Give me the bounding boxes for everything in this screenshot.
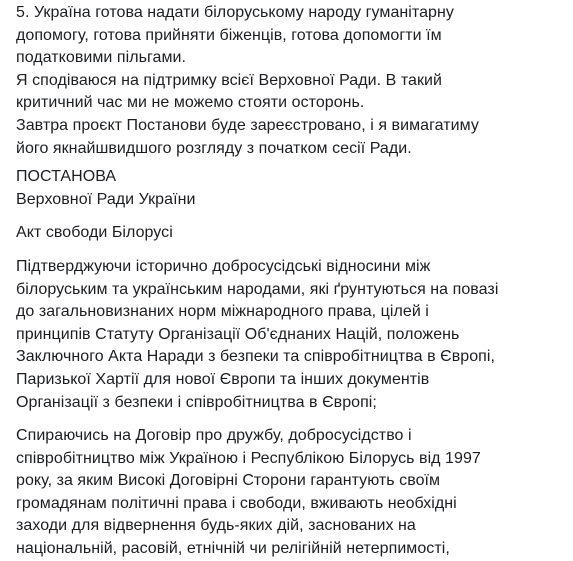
text-line: співробітництво між Україною і Республікою Білорусь від 1997	[16, 449, 481, 467]
text-line: критичний час ми не можемо стояти осторонь.	[16, 94, 365, 112]
intro-paragraph	[16, 2, 573, 160]
text-line: Паризької Хартії для нової Європи та інших документів	[16, 370, 430, 388]
resolution-heading: ПОСТАНОВА	[16, 168, 117, 186]
text-line: Спираючись на Договір про дружбу, добросусідство і	[16, 427, 412, 445]
text-line: 5. Україна готова надати білоруському народу гуманітарну	[16, 4, 454, 21]
text-line: до загальновизнаних норм міжнародного права, цілей і	[16, 303, 429, 321]
text-line: заходи для відвернення будь-яких дій, заснованих на	[16, 517, 416, 535]
text-line: громадянам політичні права і свободи, вживають необхідні	[16, 494, 457, 512]
act-title-block	[16, 222, 573, 245]
text-line: року, за яким Високі Договірні Сторони гарантують своїм	[16, 472, 441, 490]
act-title: Акт свободи Білорусі	[16, 224, 173, 242]
resolution-body: Верховної Ради України	[16, 190, 196, 208]
text-line: Організації з безпеки і співробітництва в Європі;	[16, 393, 377, 411]
text-line: білоруським та українським народами, які ґрунтуються на повазі	[16, 280, 499, 298]
text-line: принципів Статуту Організації Об'єднаних Націй, положень	[16, 325, 460, 343]
text-line: Заключного Акта Наради з безпеки та співробітництва в Європі,	[16, 348, 495, 366]
text-line: Підтверджуючи історично добросусідські відносини між	[16, 257, 431, 275]
text-line: допомогу, готова прийняти біженців, готова допомогти їм	[16, 26, 442, 44]
text-line: національній, расовій, етнічній чи релігійній нетерпимості,	[16, 540, 450, 558]
text-line: Я сподіваюся на підтримку всієї Верховної Ради. В такий	[16, 71, 443, 89]
text-line: його якнайшвидшого розгляду з початком сесії Ради.	[16, 139, 412, 157]
paragraph-1	[16, 256, 573, 414]
text-line: податковими пільгами.	[16, 49, 187, 67]
resolution-block	[16, 166, 573, 211]
text-line: Завтра проєкт Постанови буде зареєстровано, і я вимагатиму	[16, 116, 479, 134]
paragraph-2	[16, 425, 573, 561]
